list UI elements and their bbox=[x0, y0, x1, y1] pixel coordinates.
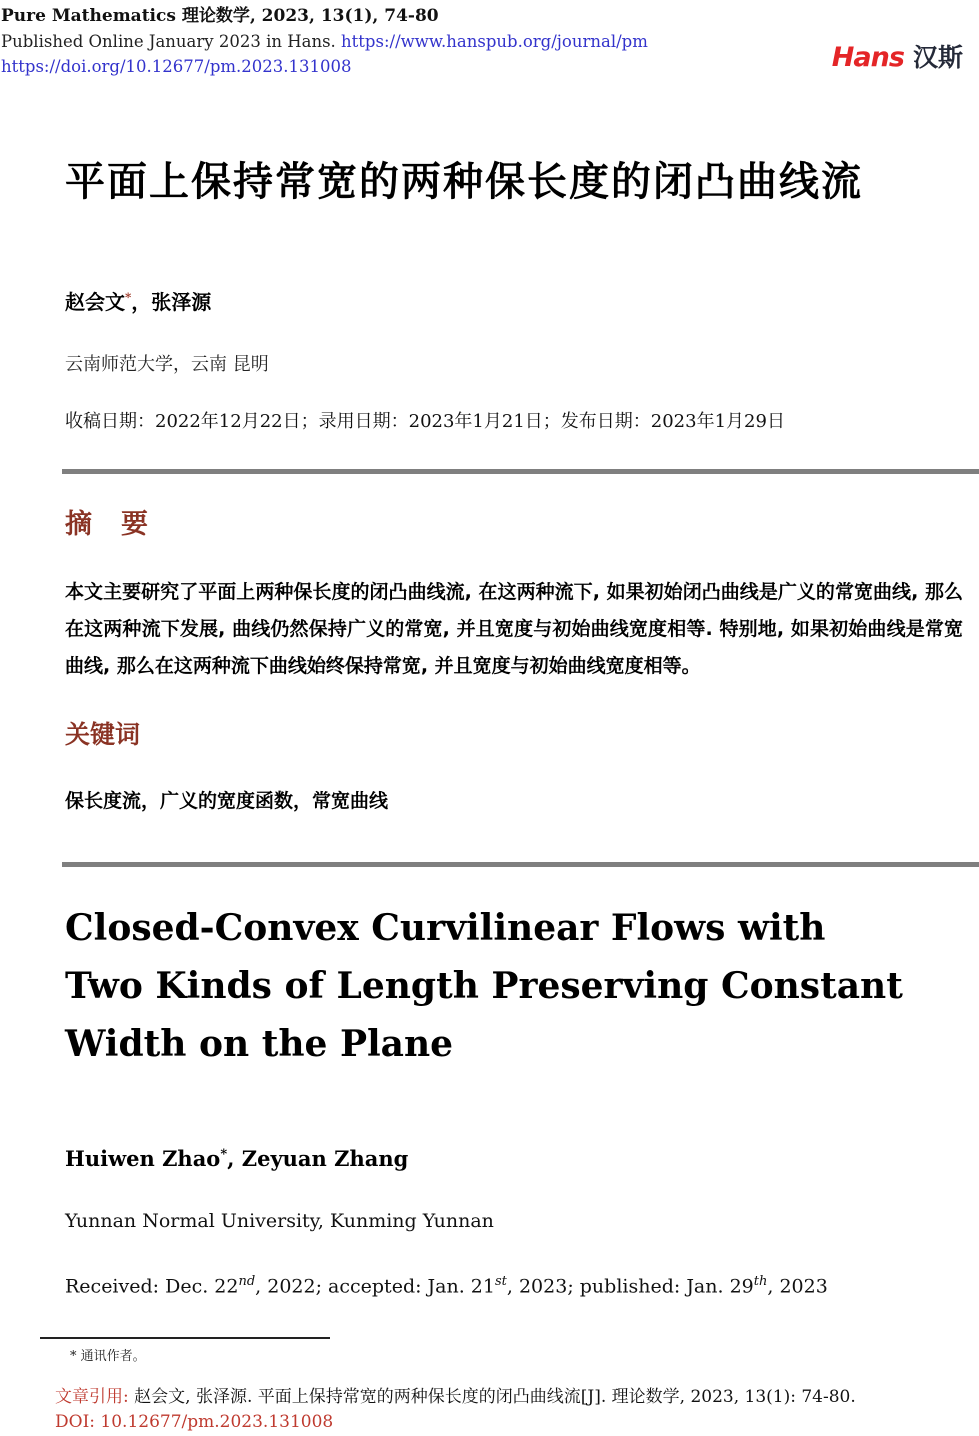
english-title bbox=[65, 899, 970, 1073]
chinese-author-2: ，张泽源 bbox=[131, 290, 212, 314]
footnote-divider bbox=[40, 1337, 330, 1339]
english-title-line-2: Two Kinds of Length Preserving Constant bbox=[65, 965, 903, 1007]
accepted-part: , 2022; accepted: Jan. 21 bbox=[255, 1275, 495, 1298]
english-title-line-1: Closed-Convex Curvilinear Flows with bbox=[65, 907, 826, 949]
english-corresponding-mark: * bbox=[220, 1147, 228, 1162]
journal-line: Pure Mathematics 理论数学, 2023, 13(1), 74-80 bbox=[1, 6, 439, 26]
english-authors bbox=[65, 1146, 408, 1171]
english-author-1: Huiwen Zhao bbox=[65, 1146, 221, 1171]
section-divider-bottom bbox=[62, 862, 979, 867]
keywords-text: 保长度流，广义的宽度函数，常宽曲线 bbox=[65, 790, 389, 812]
chinese-dates: 收稿日期：2022年12月22日；录用日期：2023年1月21日；发布日期：2023年1月29日 bbox=[65, 411, 785, 432]
hans-logo-wordmark: Hans bbox=[831, 42, 904, 73]
section-divider-top bbox=[62, 469, 979, 474]
citation-line bbox=[55, 1385, 945, 1410]
english-author-2: , Zeyuan Zhang bbox=[227, 1146, 409, 1171]
doi-link[interactable]: https://doi.org/10.12677/pm.2023.131008 bbox=[1, 57, 352, 76]
published-part: , 2023; published: Jan. 29 bbox=[506, 1275, 754, 1298]
year-part: , 2023 bbox=[767, 1275, 828, 1298]
english-affiliation: Yunnan Normal University, Kunming Yunnan bbox=[65, 1210, 494, 1232]
abstract-text: 本文主要研究了平面上两种保长度的闭凸曲线流, 在这两种流下, 如果初始闭凸曲线是广义的常宽曲线, 那么在这两种流下发展, 曲线仍然保持广义的常宽, 并且宽度与初始曲线宽度相等. 特别地, 如果初始曲线是常宽曲线, 那么在这两种流下曲线始终保持常宽, 并且宽度与初始曲线宽度相等。 bbox=[65, 581, 963, 677]
hans-logo-chinese: 汉斯 bbox=[912, 43, 963, 72]
chinese-title: 平面上保持常宽的两种保长度的闭凸曲线流 bbox=[65, 159, 863, 205]
footnote-mark: * bbox=[70, 1349, 77, 1364]
corresponding-author-mark: * bbox=[125, 290, 132, 305]
chinese-affiliation: 云南师范大学，云南 昆明 bbox=[65, 354, 269, 375]
citation-text: 赵会文, 张泽源. 平面上保持常宽的两种保长度的闭凸曲线流[J]. 理论数学, 2023, 13(1): 74-80. bbox=[128, 1387, 856, 1407]
received-part: Received: Dec. 22 bbox=[65, 1275, 239, 1298]
footnote-text: 通讯作者。 bbox=[80, 1349, 146, 1364]
ordinal-superscript: nd bbox=[238, 1274, 256, 1289]
citation-label: 文章引用: bbox=[55, 1387, 129, 1407]
corresponding-author-footnote bbox=[70, 1345, 146, 1364]
ordinal-superscript: st bbox=[494, 1274, 507, 1289]
citation-doi: DOI: 10.12677/pm.2023.131008 bbox=[55, 1412, 334, 1432]
citation-block bbox=[55, 1385, 945, 1435]
published-prefix: Published Online January 2023 in Hans. bbox=[1, 32, 342, 51]
received-dates-line bbox=[65, 1274, 828, 1297]
chinese-author-1: 赵会文 bbox=[65, 290, 125, 314]
ordinal-superscript: th bbox=[753, 1274, 768, 1289]
journal-link[interactable]: https://www.hanspub.org/journal/pm bbox=[341, 32, 648, 51]
keywords-heading: 关键词 bbox=[65, 720, 141, 749]
abstract-heading: 摘 要 bbox=[65, 509, 149, 540]
hans-logo bbox=[832, 38, 963, 74]
chinese-authors bbox=[65, 286, 211, 315]
english-title-line-3: Width on the Plane bbox=[65, 1023, 454, 1065]
